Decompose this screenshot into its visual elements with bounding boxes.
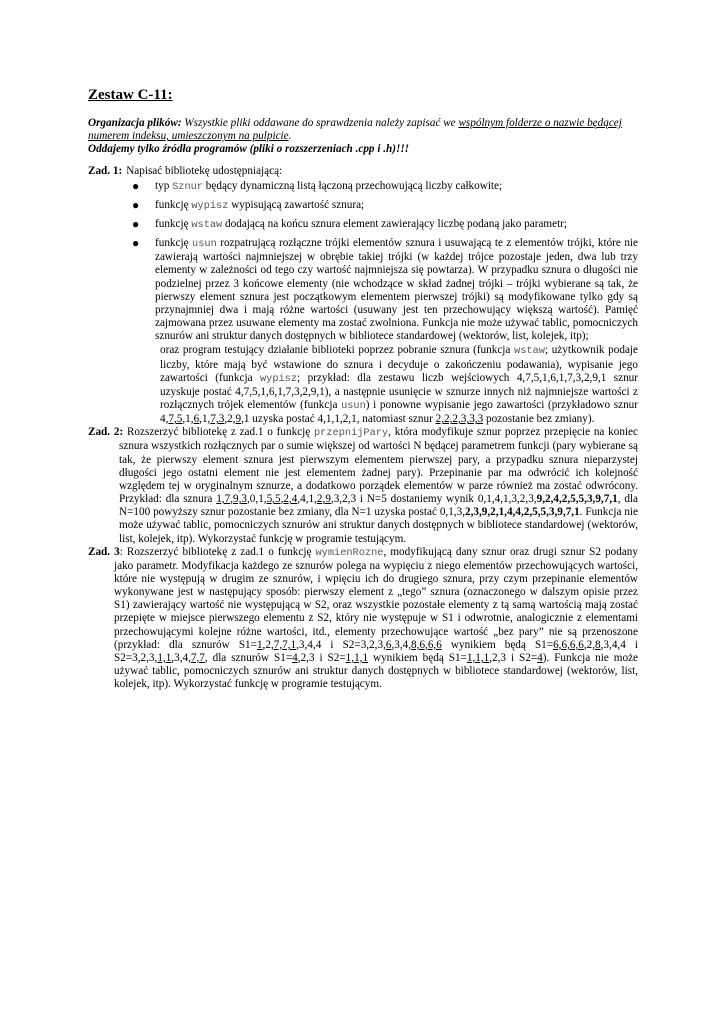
task-1 — [88, 165, 638, 426]
paragraph-text: ,2, — [262, 638, 274, 651]
list-item — [132, 197, 638, 213]
underlined-values: 6 — [385, 638, 392, 651]
paragraph-text: ,2, — [224, 413, 236, 426]
bullet-text: funkcję — [155, 198, 192, 211]
organization-note — [88, 117, 638, 156]
code-identifier: wymienRozne — [315, 546, 384, 559]
underlined-values: 6,6,6,6 — [553, 638, 584, 651]
paragraph-text: ,2,3 i S2= — [489, 651, 538, 664]
paragraph-text: ,2,3 i S2= — [297, 651, 346, 664]
bullet-text: funkcję — [155, 237, 193, 250]
paragraph-text: ) i ponowne wypisanie jego zawartości (przykładowo sznur 4, — [160, 398, 638, 426]
paragraph-text: ,4,1, — [297, 493, 317, 506]
organization-text-a: Wszystkie pliki oddawane do sprawdzenia należy zapisać we — [181, 117, 459, 129]
code-identifier: usun — [341, 399, 366, 412]
bullet-icon: ● — [132, 236, 140, 251]
paragraph-text: ,3,4, — [171, 651, 191, 664]
bullet-icon: ● — [132, 178, 140, 193]
bullet-text: funkcję — [155, 217, 192, 230]
bullet-icon: ● — [132, 197, 140, 212]
underlined-values: 1,1 — [157, 651, 172, 664]
bold-values: 2,3,9,2,1,4,4,2,5,5,3,9,7,1 — [465, 506, 580, 519]
list-item — [132, 178, 638, 194]
paragraph-text: ,1, — [199, 413, 211, 426]
task-3-paragraph — [88, 546, 638, 692]
task-2 — [88, 426, 638, 545]
paragraph-text: oraz program testujący działanie biblioteki poprzez pobranie sznura (funkcja — [160, 344, 515, 357]
task-1-intro — [88, 165, 638, 178]
paragraph-text: . Funkcja nie może używać tablic, pomocniczych sznurów ani struktur danych dostępnych w bibliotece standardowej (wektorów, list, kolejek, itp). Wykorzystać funkcję w programie testującym. — [119, 506, 638, 545]
task-1-intro-text: Napisać bibliotekę udostępniającą: — [126, 165, 283, 178]
underlined-values: 4 — [292, 651, 298, 664]
paragraph-text: ,3,4,4 i S2=3,2,3, — [296, 638, 386, 651]
underlined-values: 1,7 — [216, 493, 231, 506]
underlined-values: 2,4 — [283, 493, 298, 506]
underlined-values: 1 — [256, 638, 263, 651]
paragraph-text: wynikiem będą S1= — [368, 651, 467, 664]
paragraph-text: pozostanie bez zmiany). — [483, 413, 595, 426]
paragraph-text: ; użytkownik podaje liczby, które mają być wstawione do sznura i decyduje o zakończeniu podawania), wypisanie jego zawartości (funkcja — [160, 344, 638, 384]
underlined-values: 9 — [235, 413, 242, 426]
code-identifier: Sznur — [172, 180, 203, 193]
paragraph-text: ,3,4,4 i S2=3,2,3, — [114, 638, 638, 664]
code-identifier: wypisz — [259, 372, 298, 385]
bullet-text: rozpatrującą rozłączne trójki elementów sznura i usuwającą te z elementów trójki, które nie zawierają wartości najmniejszej w obrębie takiej trójki (w każdej trójce pozostaje jeden, dwa lub trzy elementy w zależności od tego czy wartość najmniejsza się powtarza). W przypadku sznura o długości nie podzielnej przez 3 końcowe elementy (nie wchodzące w skład żadnej trójki – trójki wybierane są tak, że pierwszy element sznura jest początkowym elementem pierwszej trójki) są modyfikowane tylko gdy są przynajmniej dwa i mają różne wartości (usuwany jest ten przechowujący większą wartość). Pamięć zajmowana przez usuwane elementy ma zostać zwolniona. Funkcja nie może używać tablic, pomocniczych sznurów ani struktur danych dostępnych w bibliotece standardowej (wektorów, list, kolejek, itp); — [155, 237, 639, 343]
task-3 — [88, 546, 638, 692]
bold-values: 9,2,4,2,5,5,3,9,7,1 — [536, 493, 618, 506]
code-identifier: wypisz — [191, 199, 229, 212]
paragraph-text: : Rozszerzyć bibliotekę z zad.1 o funkcję — [119, 545, 316, 558]
organization-line2: Oddajemy tylko źródła programów (pliki o rozszerzeniach .cpp i .h)!!! — [88, 143, 410, 156]
paragraph-text: , — [280, 493, 284, 506]
bullet-text: typ — [155, 179, 173, 192]
underlined-values: 5,5 — [266, 493, 281, 506]
paragraph-text: , modyfikującą dany sznur oraz drugi sznur S2 podany jako parametr. Modyfikacja każdego ze sznurów polega na wypięciu z niego elementów przechowujących wartości, które nie występują w drugim ze sznurów, i wpięciu ich do drugiego sznura, przy czym przepinanie elementów wykonywane jest w następujący sposób: pierwszy element z „tego” sznura (oznaczonego w dalszym opisie przez S1) zawierający wartość nie występującą w S2, oraz wszystkie pozostałe elementy z tą samą wartością mają zostać przepięte w miejsce pierwszego elementu z S2, który nie występuje w S1 i odwrotnie, analogicznie z elementami przechowującymi kolejne różne wartości, itd., elementy przechowujące wartość „bez pary” nie są przenoszone (przykład: dla sznurów S1= — [114, 545, 638, 651]
underlined-values: 6 — [193, 413, 200, 426]
page-title: Zestaw C-11: — [88, 87, 173, 103]
underlined-values: 9,3 — [233, 493, 247, 506]
organization-text-link: wspólnym folderze o nazwie będącej numerem indeksu, umieszczonym na pulpicie — [88, 117, 622, 143]
paragraph-text: ,1 uzyska postać 4,1,1,2,1, natomiast sznur — [241, 413, 436, 426]
paragraph-text: ,3,4, — [391, 638, 412, 651]
paragraph-text: ,2, — [583, 638, 596, 651]
task-1-continuation — [88, 344, 638, 426]
paragraph-text: , — [230, 493, 234, 506]
bullet-icon: ● — [132, 216, 140, 231]
list-item — [132, 216, 638, 232]
underlined-values: 8,6,6,6 — [411, 638, 442, 651]
document-page — [88, 86, 638, 691]
paragraph-text: Rozszerzyć bibliotekę z zad.1 o funkcję — [123, 426, 314, 439]
underlined-values: 7,5 — [168, 413, 183, 426]
organization-text-b: . — [288, 130, 292, 143]
task-2-label: Zad. 2: — [88, 426, 124, 439]
bullet-text: wypisującą zawartość sznura; — [228, 198, 365, 211]
paragraph-text: ; przykład: dla zestawu liczb wejściowych 4,7,5,1,6,1,7,3,2,9,1 sznur uzyskuje postać 4,7,5,1,6,1,7,3,2,9,1), a następnie usunięcie w sznurze innych niż najmniejsze wartości z rozłącznych trójek elementów (funkcja — [160, 371, 638, 411]
paragraph-text: ,1, — [182, 413, 194, 426]
paragraph-text: , dla N=100 powyższy sznur pozostanie bez zmiany, dla N=1 uzyska postać 0,1,3, — [119, 493, 638, 519]
paragraph-text: wynikiem będą S1= — [441, 638, 554, 651]
organization-paragraph — [88, 117, 638, 143]
code-identifier: przepnijPary — [314, 427, 389, 440]
paragraph-text: , która modyfikuje sznur poprzez przepięcie na koniec sznura wszystkich rozłącznych par o sumie większej od wartości N będącej parametrem funkcji (pary wybierane są tak, że pierwszy element sznura jest pierwszym elementem pierwszej pary, a przypadku sznura nieparzystej długości jego ostatni element nie jest elementem żadnej pary). Przepinanie par ma odwrócić ich kolejność względem tej w oryginalnym sznurze, a dodatkowo porządek elementów w parze również ma zostać odwrócony. Przykład: dla sznura — [119, 426, 638, 506]
task-1-label: Zad. 1: — [88, 165, 123, 178]
organization-label: Organizacja plików: — [88, 117, 182, 129]
bullet-text: dodającą na końcu sznura element zawierający liczbę podaną jako parametr; — [222, 217, 568, 230]
underlined-values: 7,7,1 — [273, 638, 297, 651]
underlined-values: 1,1,1 — [345, 651, 369, 664]
task-3-label: Zad. 3 — [88, 545, 120, 558]
underlined-values: 8 — [595, 638, 601, 651]
code-identifier: wstaw — [514, 345, 545, 358]
underlined-values: 7,7 — [190, 651, 205, 664]
task-2-paragraph — [88, 426, 638, 545]
bullet-text: będący dynamiczną listą łączoną przechowującą liczby całkowite; — [203, 179, 503, 192]
paragraph-text: ,3,2,3 i N=5 dostaniemy wynik 0,1,4,1,3,2,3, — [330, 493, 537, 506]
paragraph-text: ). Funkcja nie może używać tablic, pomocniczych sznurów ani struktur danych dostępnych w bibliotece standardowej (wektorów, list, kolejek, itp). Wykorzystać funkcję w programie testującym. — [114, 651, 639, 691]
paragraph-text: ,0,1, — [247, 493, 267, 506]
task-1-bullet-list — [88, 180, 638, 344]
paragraph-text: , dla sznurów S1= — [204, 651, 293, 664]
underlined-values: 2,9 — [316, 493, 331, 506]
underlined-values: 4 — [537, 651, 543, 664]
code-identifier: usun — [192, 238, 217, 251]
underlined-values: 7,3 — [210, 413, 225, 426]
underlined-values: 2,2,2,3,3,3 — [435, 413, 484, 426]
underlined-values: 1,1,1 — [466, 651, 490, 664]
list-item — [132, 236, 639, 343]
code-identifier: wstaw — [191, 218, 223, 231]
